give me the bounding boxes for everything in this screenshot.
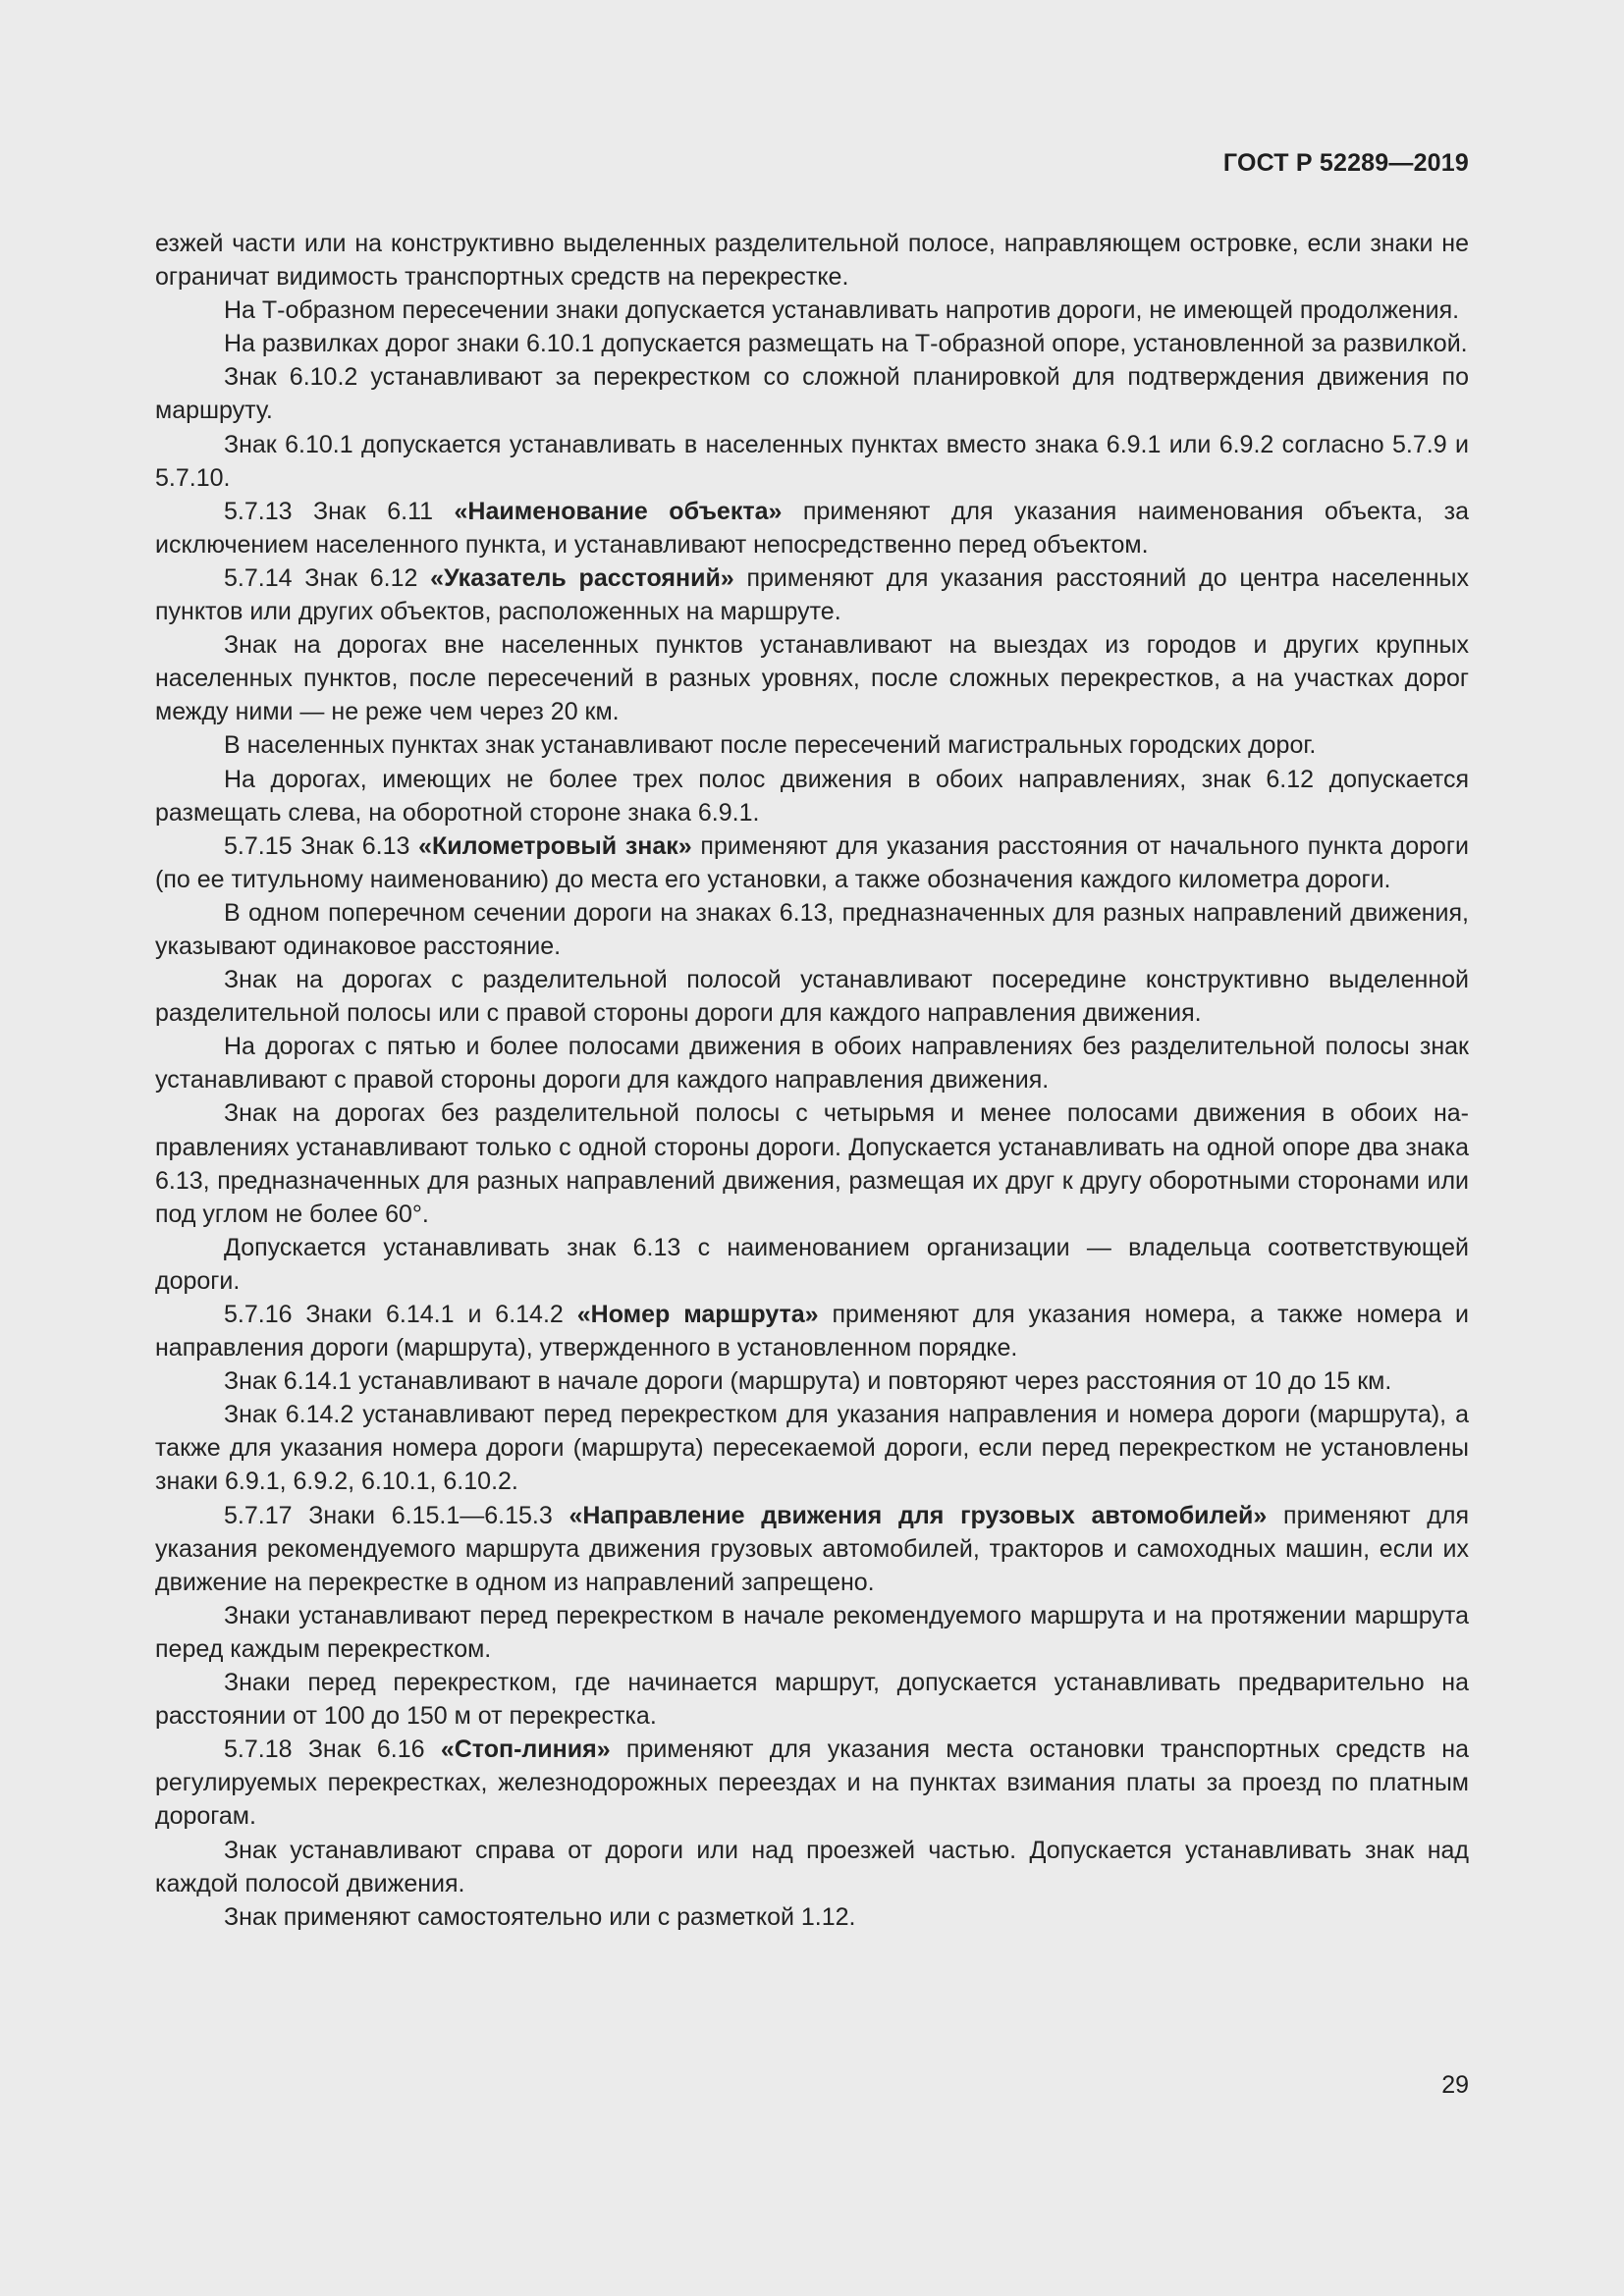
paragraph — [155, 963, 1469, 1030]
paragraph — [155, 1834, 1469, 1900]
paragraph — [155, 428, 1469, 495]
page-number: 29 — [1441, 2071, 1469, 2099]
paragraph-text: применяют для указания наименования объекта, за исключением населенного пункта, и устанавливают непосредственно перед объектом. — [155, 497, 1469, 559]
paragraph — [155, 1900, 1469, 1934]
paragraph-text: применяют для указания номера, а также номера и направления дороги (маршрута), утвержденного в установленном порядке. — [155, 1301, 1469, 1362]
paragraph-text: Знак 6.14.2 устанавливают перед перекрестком для указания направления и номера дороги (маршрута), а также для указания номера дороги (маршрута) пересекаемой дороги, если перед перекрестком не установлены знаки 6.9.1, 6.9.2, 6.10.1, 6.10.2. — [155, 1401, 1469, 1496]
bold-term: «Направление движения для грузовых автомобилей» — [568, 1501, 1268, 1529]
paragraph-text: Знаки перед перекрестком, где начинается маршрут, допускается устанавливать предварительно на расстоянии от 100 до 150 м от перекрестка. — [155, 1669, 1469, 1731]
paragraph-text: Знаки устанавливают перед перекрестком в начале рекомендуемого маршрута и на протяжении маршрута перед каждым перекрестком. — [155, 1601, 1469, 1663]
paragraph-text: Знак на дорогах без разделительной полосы с четырьмя и менее полосами движения в обоих направлениях устанавливают только с одной стороны дороги. Допускается устанавливать на одной опоре два знака 6.13, предназначенных для разных направлений движения, размещая их друг к другу оборотными сторонами или под углом не более 60°. — [155, 1099, 1469, 1228]
document-body — [155, 227, 1469, 1934]
paragraph-text: В одном поперечном сечении дороги на знаках 6.13, предназначенных для разных направлений движения, указывают одинаковое расстояние. — [155, 898, 1469, 960]
paragraph — [155, 728, 1469, 762]
paragraph — [155, 1599, 1469, 1666]
bold-term: «Стоп-линия» — [440, 1735, 611, 1764]
paragraph — [155, 1733, 1469, 1833]
paragraph — [155, 495, 1469, 561]
paragraph-text: На Т-образном пересечении знаки допускается устанавливать напротив дороги, не имеющей продолжения. — [224, 296, 1460, 325]
paragraph — [155, 1499, 1469, 1599]
paragraph-text: езжей части или на конструктивно выделенных разделительной полосе, направляющем островке, если знаки не ограничат видимость транспортных средств на перекрестке. — [155, 230, 1469, 292]
paragraph-text: Знак применяют самостоятельно или с разметкой 1.12. — [224, 1902, 856, 1931]
paragraph-text: применяют для указания места остановки транспортных средств на регулируемых перекрестках, железнодорожных переездах и на пунктах взимания платы за проезд по платным дорогам. — [155, 1735, 1469, 1831]
paragraph-text: На развилках дорог знаки 6.10.1 допускается размещать на Т-образной опоре, установленной за развилкой. — [224, 330, 1468, 358]
paragraph-text: применяют для указания расстояния от начального пункта дороги (по ее титульному наименованию) до места его установки, а также обозначения каждого километра дороги. — [155, 831, 1470, 893]
paragraph — [155, 1030, 1469, 1096]
paragraph — [155, 1398, 1469, 1498]
paragraph-text: 5.7.13 Знак 6.11 — [224, 497, 455, 525]
paragraph-text: 5.7.15 Знак 6.13 — [224, 831, 419, 860]
paragraph — [155, 1298, 1469, 1364]
paragraph — [155, 227, 1469, 294]
paragraph-text: применяют для указания расстояний до центра населенных пунктов или других объектов, расположенных на маршруте. — [155, 563, 1469, 626]
paragraph — [155, 628, 1469, 728]
bold-term: «Указатель расстояний» — [430, 563, 734, 592]
paragraph-text: 5.7.18 Знак 6.16 — [224, 1735, 441, 1764]
paragraph-text: Знак на дорогах вне населенных пунктов устанавливают на выездах из городов и других крупных населенных пунктов, после пересечений в разных уровнях, после сложных перекрестков, а на участках дорог между ними — не реже чем через 20 км. — [155, 631, 1469, 726]
paragraph-text: 5.7.16 Знаки 6.14.1 и 6.14.2 — [224, 1301, 577, 1328]
paragraph-text: Знак устанавливают справа от дороги или над проезжей частью. Допускается устанавливать знак над каждой полосой движения. — [155, 1836, 1469, 1897]
paragraph-text: Знак 6.10.2 устанавливают за перекрестком со сложной планировкой для подтверждения движения по маршруту. — [155, 363, 1469, 425]
paragraph-text: 5.7.14 Знак 6.12 — [224, 563, 431, 592]
paragraph-text: На дорогах с пятью и более полосами движения в обоих направлениях без разделительной полосы знак устанавливают с правой стороны дороги для каждого направления движения. — [155, 1033, 1469, 1095]
paragraph-text: Знак на дорогах с разделительной полосой устанавливают посередине конструктивно выделенной разделительной полосы или с правой стороны дороги для каждого направления движения. — [155, 966, 1469, 1028]
paragraph — [155, 1666, 1469, 1733]
paragraph — [155, 896, 1469, 963]
paragraph-text: Знак 6.14.1 устанавливают в начале дороги (маршрута) и повторяют через расстояния от 10 до 15 км. — [224, 1367, 1392, 1396]
paragraph — [155, 829, 1469, 896]
paragraph — [155, 294, 1469, 327]
paragraph-text: применяют для указания рекомендуемого маршрута движения грузовых автомобилей, тракторов и самоходных машин, если их движение на перекрестке в одном из направлений запрещено. — [155, 1501, 1469, 1596]
paragraph — [155, 1231, 1469, 1298]
paragraph-text: В населенных пунктах знак устанавливают после пересечений магистральных городских дорог. — [224, 731, 1317, 760]
bold-term: «Номер маршрута» — [576, 1301, 819, 1328]
paragraph — [155, 327, 1469, 360]
paragraph — [155, 1364, 1469, 1398]
paragraph — [155, 561, 1469, 628]
paragraph — [155, 1096, 1469, 1230]
paragraph-text: Знак 6.10.1 допускается устанавливать в населенных пунктах вместо знака 6.9.1 или 6.9.2 согласно 5.7.9 и 5.7.10. — [155, 430, 1469, 492]
paragraph-text: 5.7.17 Знаки 6.15.1—6.15.3 — [224, 1501, 569, 1529]
paragraph — [155, 360, 1469, 427]
standard-code-header: ГОСТ Р 52289—2019 — [1222, 149, 1469, 177]
paragraph-text: Допускается устанавливать знак 6.13 с наименованием организации — владельца соответствующей дороги. — [155, 1233, 1469, 1295]
bold-term: «Километровый знак» — [418, 831, 692, 860]
bold-term: «Наименование объекта» — [454, 497, 783, 525]
paragraph-text: На дорогах, имеющих не более трех полос движения в обоих направлениях, знак 6.12 допускается размещать слева, на оборотной стороне знака 6.9.1. — [155, 765, 1469, 827]
paragraph — [155, 763, 1469, 829]
